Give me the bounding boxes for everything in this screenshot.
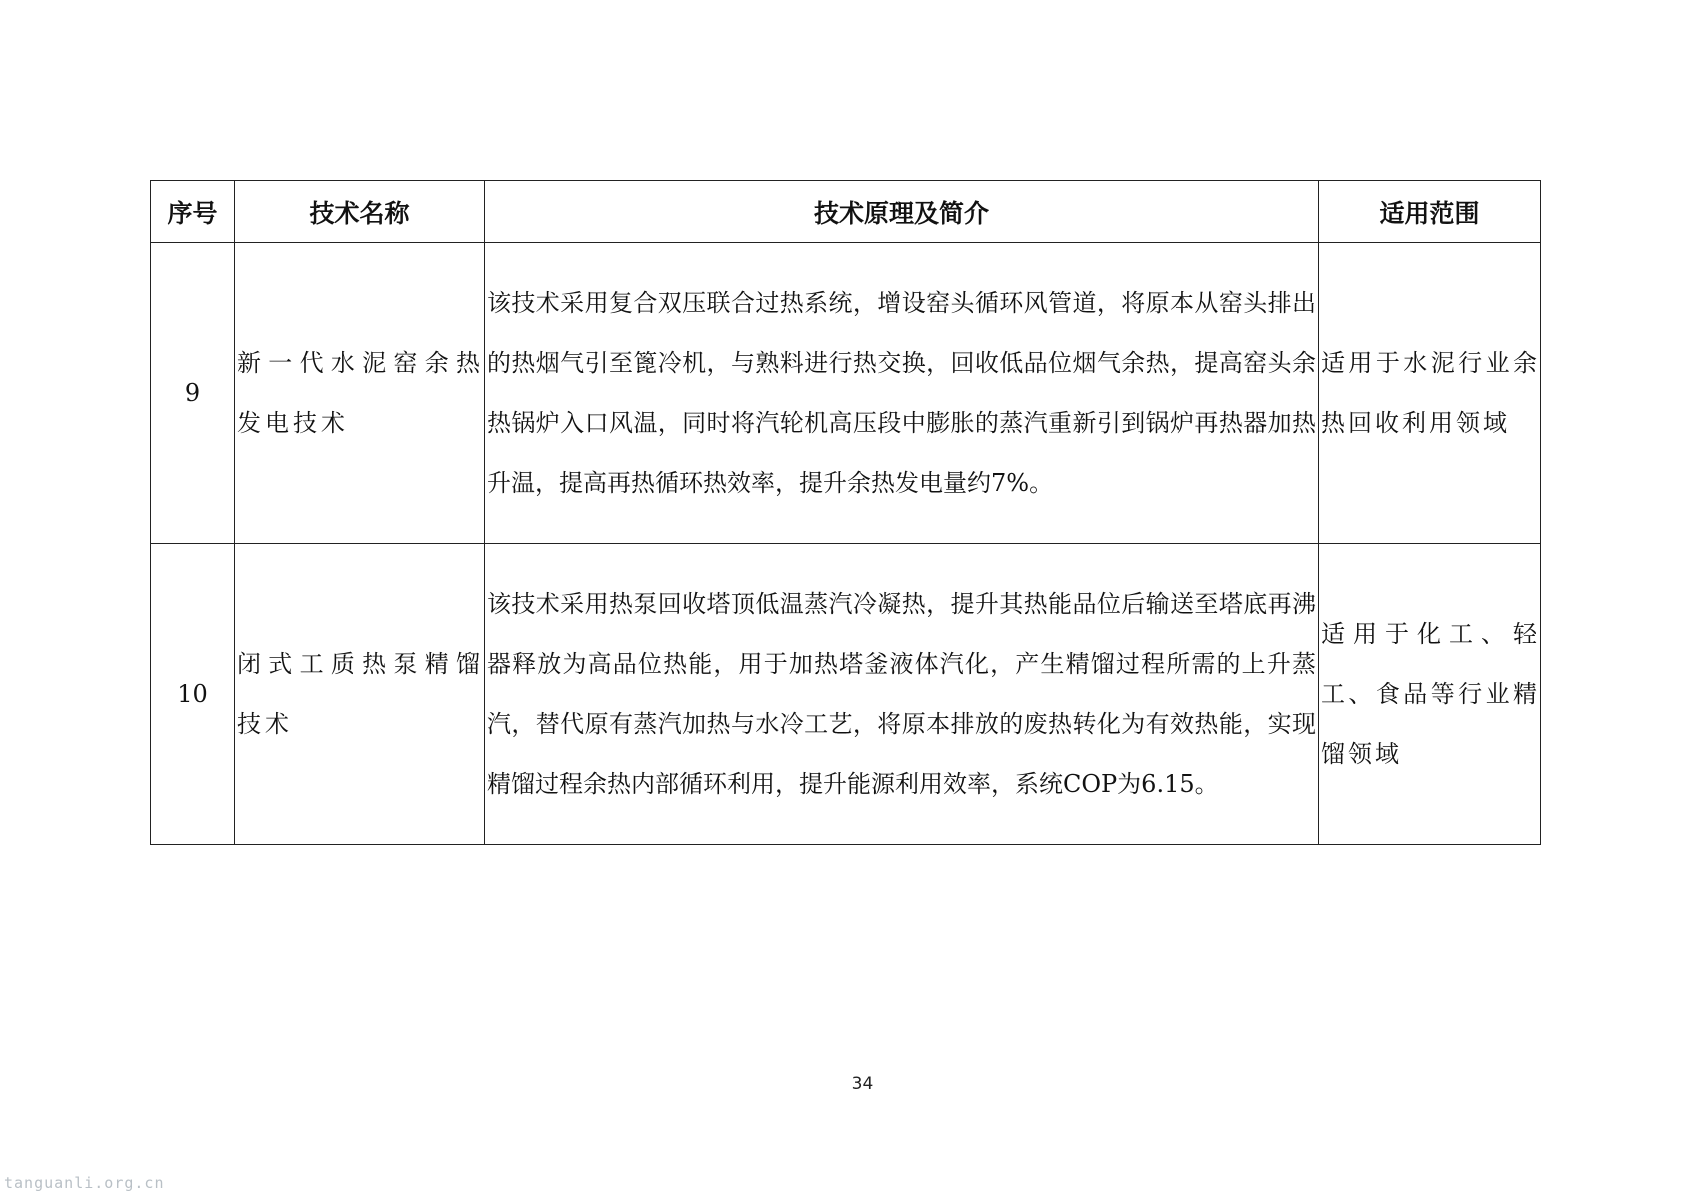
cell-scope: 适用于化工、轻工、食品等行业精馏领域 [1319, 544, 1541, 845]
table-row [151, 243, 1541, 544]
cell-description: 该技术采用热泵回收塔顶低温蒸汽冷凝热，提升其热能品位后输送至塔底再沸器释放为高品位热能，用于加热塔釜液体汽化，产生精馏过程所需的上升蒸汽，替代原有蒸汽加热与水冷工艺，将原本排放的废热转化为有效热能，实现精馏过程余热内部循环利用，提升能源利用效率，系统COP为6.15。 [485, 544, 1319, 845]
cell-scope: 适用于水泥行业余热回收利用领域 [1319, 243, 1541, 544]
header-seq: 序号 [151, 181, 235, 243]
table-header-row [151, 181, 1541, 243]
technology-table [150, 180, 1541, 845]
cell-seq: 10 [151, 544, 235, 845]
cell-tech-name: 闭式工质热泵精馏技术 [235, 544, 485, 845]
page-number: 34 [851, 1074, 874, 1094]
cell-tech-name: 新一代水泥窑余热发电技术 [235, 243, 485, 544]
header-scope: 适用范围 [1319, 181, 1541, 243]
header-tech-name: 技术名称 [235, 181, 485, 243]
header-description: 技术原理及简介 [485, 181, 1319, 243]
cell-description: 该技术采用复合双压联合过热系统，增设窑头循环风管道，将原本从窑头排出的热烟气引至篦冷机，与熟料进行热交换，回收低品位烟气余热，提高窑头余热锅炉入口风温，同时将汽轮机高压段中膨胀的蒸汽重新引到锅炉再热器加热升温，提高再热循环热效率，提升余热发电量约7%。 [485, 243, 1319, 544]
table-row [151, 544, 1541, 845]
watermark: tanguanli.org.cn [4, 1174, 165, 1192]
cell-seq: 9 [151, 243, 235, 544]
